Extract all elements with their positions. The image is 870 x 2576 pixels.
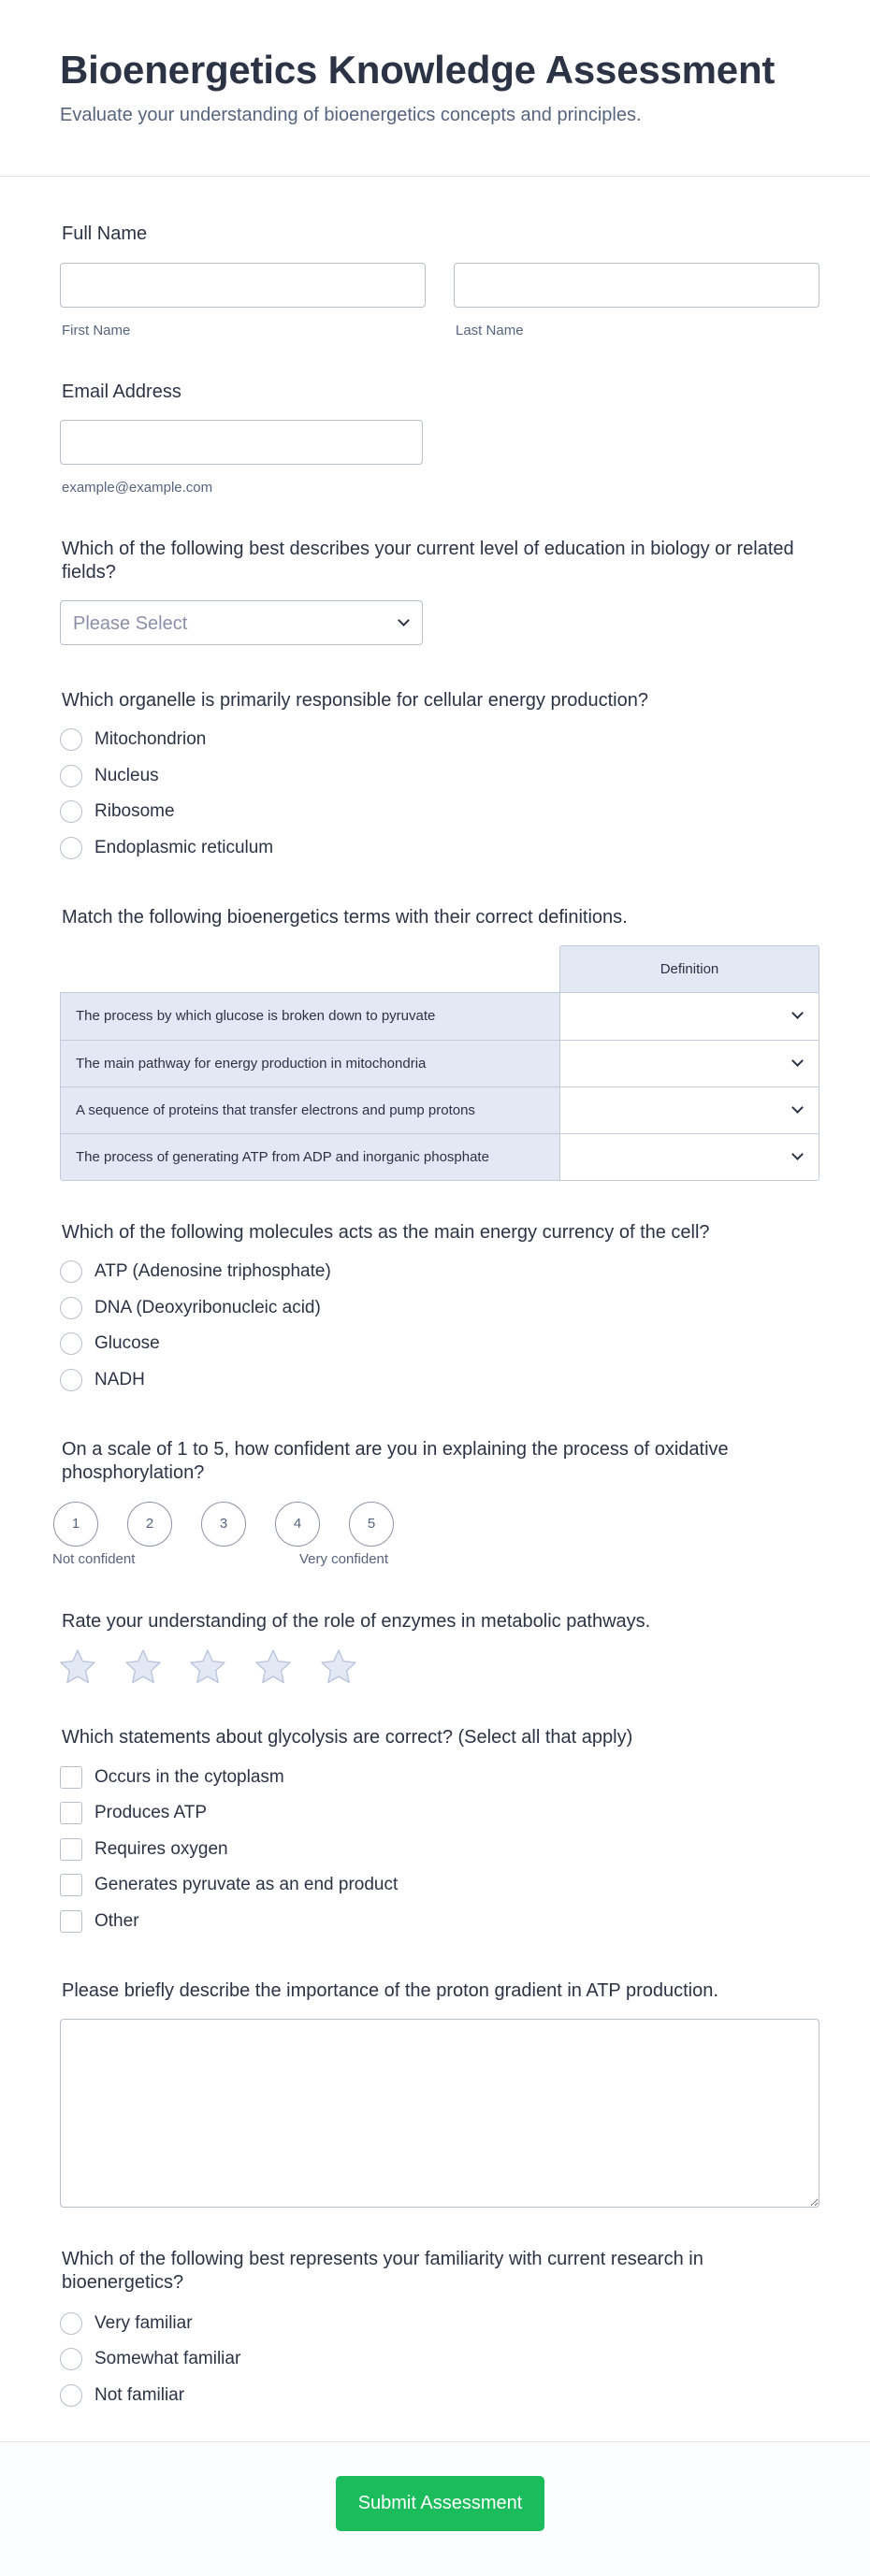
star-icon[interactable]	[189, 1648, 226, 1686]
scale-option-5[interactable]: 5	[349, 1502, 394, 1547]
form-subtitle: Evaluate your understanding of bioenergetics concepts and principles.	[60, 105, 642, 125]
form-page: Bioenergetics Knowledge Assessment Evaluate your understanding of bioenergetics concepts and principles. Full Name First Name Last Name Email Address example@example.com Which of the following best describes your current level of education in biology or related fields? Please Select Which organelle is primarily responsible for cellular energy production? Mitochondrion Nucleus Ribosome Endoplasmic reticulum Match the following bioenergetics terms with their correct definitions. Definition The process by which glucose is broken down to pyruvate The main pathway for energy production in mitochondria A sequence of proteins that transfer electrons and pump protons The process of generating ATP from ADP and inorganic phosphate Which of the following molecules acts as the main energy currency of the cell? ATP (Adenosine triphosphate) DNA (Deoxyribonucleic acid) Glucose NADH On a scale of 1 to 5, how confident are you in explaining the process of oxidative phosphorylation? 1 2 3 4 5 Not confident Very confident Rate your understanding of the role of enzymes in metabolic pathways. Which statements about glycolysis are correct? (Select all that apply) Occurs in the cytoplasm Produces ATP Requires oxygen Generates pyruvate as an end product Other Please briefly describe the importance of the proton gradient in ATP production. Which of the following best represents your familiarity with current research in bioenergetics? Very familiar Somewhat familiar Not familiar Submit Assessment	[0, 0, 870, 2576]
submit-button[interactable]: Submit Assessment	[336, 2476, 544, 2531]
radio-button[interactable]	[60, 1260, 82, 1283]
matrix-column-header: Definition	[559, 945, 819, 992]
education-label: Which of the following best describes your current level of education in biology or related fields?	[62, 539, 794, 583]
radio-button[interactable]	[60, 1332, 82, 1355]
checkbox[interactable]	[60, 1802, 82, 1824]
matrix-definition-select[interactable]	[560, 1087, 819, 1133]
matrix-definition-select[interactable]	[560, 1134, 819, 1180]
chevron-down-icon	[398, 614, 410, 626]
familiarity-label: Which of the following best represents your familiarity with current research in bioenergetics?	[62, 2249, 703, 2293]
radio-button[interactable]	[60, 800, 82, 823]
chevron-down-icon	[791, 1007, 804, 1019]
matrix-row-label: The main pathway for energy production in mitochondria	[76, 1056, 427, 1072]
organelle-label: Which organelle is primarily responsible for cellular energy production?	[62, 690, 648, 711]
chevron-down-icon	[791, 1101, 804, 1114]
education-select[interactable]	[60, 600, 423, 645]
email-sublabel: example@example.com	[62, 480, 213, 496]
form-header	[0, 0, 870, 177]
matrix-row	[61, 1133, 819, 1180]
checkbox[interactable]	[60, 1874, 82, 1896]
star-icon[interactable]	[254, 1648, 292, 1686]
scale-max-label: Very confident	[299, 1551, 389, 1567]
radio-button[interactable]	[60, 728, 82, 751]
proton-textarea[interactable]	[60, 2019, 819, 2208]
email-label: Email Address	[62, 381, 181, 402]
radio-button[interactable]	[60, 2384, 82, 2407]
scale-option-4[interactable]: 4	[275, 1502, 320, 1547]
last-name-sublabel: Last Name	[456, 323, 524, 338]
matrix-row	[61, 993, 819, 1040]
matrix-table	[60, 992, 819, 1181]
radio-button[interactable]	[60, 837, 82, 859]
scale-option-3[interactable]: 3	[201, 1502, 246, 1547]
checkbox[interactable]	[60, 1838, 82, 1861]
scale-min-label: Not confident	[52, 1551, 136, 1567]
star-icon[interactable]	[59, 1648, 96, 1686]
matrix-row-label: The process by which glucose is broken down to pyruvate	[76, 1008, 436, 1024]
matrix-label: Match the following bioenergetics terms with their correct definitions.	[62, 907, 628, 928]
email-input[interactable]	[60, 420, 423, 465]
confidence-label: On a scale of 1 to 5, how confident are you in explaining the process of oxidative phosphorylation?	[62, 1439, 729, 1483]
radio-button[interactable]	[60, 1369, 82, 1391]
radio-button[interactable]	[60, 2312, 82, 2335]
glycolysis-label: Which statements about glycolysis are correct? (Select all that apply)	[62, 1727, 633, 1748]
proton-label: Please briefly describe the importance of the proton gradient in ATP production.	[62, 1980, 718, 2001]
first-name-input[interactable]	[60, 263, 426, 308]
form-footer	[0, 2441, 870, 2576]
radio-button[interactable]	[60, 765, 82, 787]
radio-button[interactable]	[60, 2348, 82, 2370]
matrix-row	[61, 1087, 819, 1133]
matrix-row-label: The process of generating ATP from ADP and inorganic phosphate	[76, 1149, 489, 1165]
currency-label: Which of the following molecules acts as the main energy currency of the cell?	[62, 1222, 710, 1243]
star-icon[interactable]	[320, 1648, 357, 1686]
first-name-sublabel: First Name	[62, 323, 131, 338]
matrix-definition-select[interactable]	[560, 993, 819, 1040]
last-name-input[interactable]	[454, 263, 819, 308]
radio-button[interactable]	[60, 1297, 82, 1319]
star-icon[interactable]	[124, 1648, 162, 1686]
checkbox[interactable]	[60, 1766, 82, 1789]
full-name-label: Full Name	[62, 223, 148, 244]
scale-option-2[interactable]: 2	[127, 1502, 172, 1547]
scale-option-1[interactable]: 1	[53, 1502, 98, 1547]
matrix-definition-select[interactable]	[560, 1041, 819, 1087]
form-title: Bioenergetics Knowledge Assessment	[60, 48, 776, 92]
enzymes-label: Rate your understanding of the role of enzymes in metabolic pathways.	[62, 1611, 651, 1632]
matrix-row-label: A sequence of proteins that transfer electrons and pump protons	[76, 1102, 475, 1118]
checkbox[interactable]	[60, 1910, 82, 1933]
education-select-placeholder: Please Select	[73, 613, 188, 634]
chevron-down-icon	[791, 1148, 804, 1160]
chevron-down-icon	[791, 1055, 804, 1067]
matrix-row	[61, 1040, 819, 1087]
